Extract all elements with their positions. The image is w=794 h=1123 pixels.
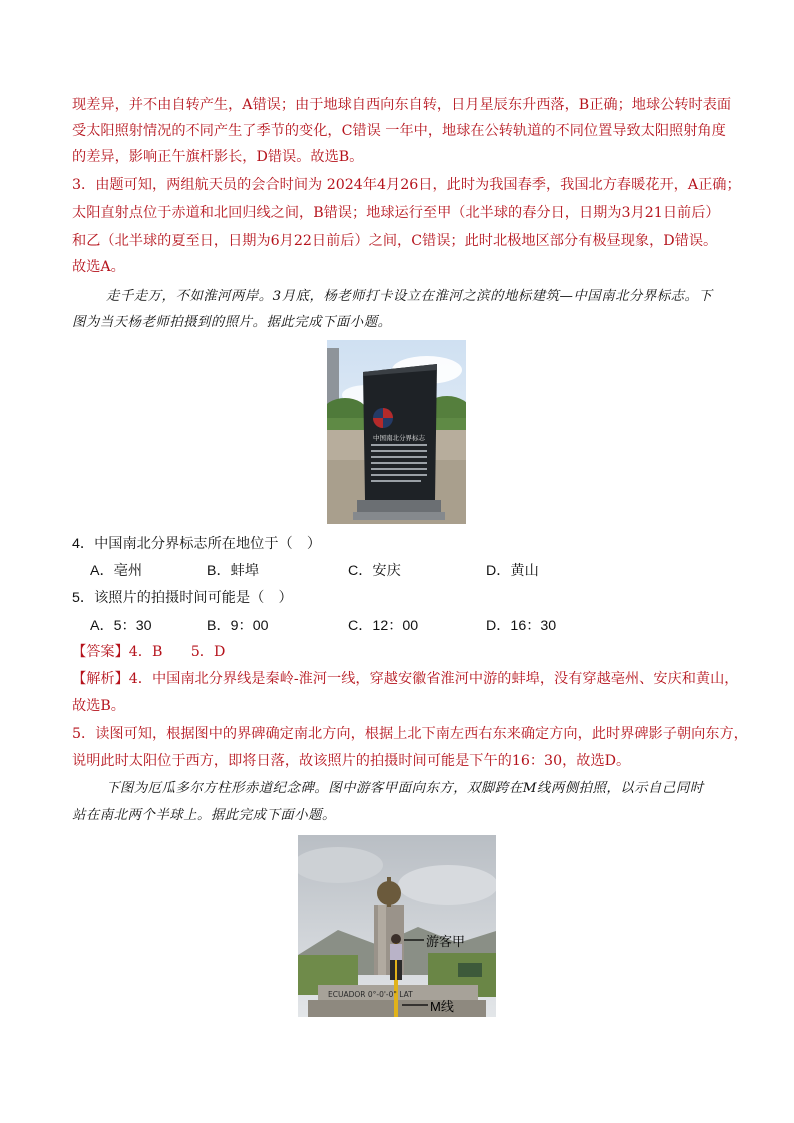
text-line: 太阳直射点位于赤道和北回归线之间，B错误；地球运行至甲（北半球的春分日，日期为3月21日前后） [72,205,720,221]
ecuador-sign: ECUADOR 0°-0'-0" LAT [328,990,413,999]
question-5: 5．该照片的拍摄时间可能是（ ） [72,590,293,606]
text-line: 现差异，并不由自转产生，A错误；由于地球自西向东自转，日月星辰东升西落，B正确；地球公转时表面 [72,97,732,113]
explanation-line: 【解析】4．中国南北分界线是秦岭-淮河一线，穿越安徽省淮河中游的蚌埠，没有穿越亳州、安庆和黄山， [72,671,739,687]
option-a: A．亳州 [90,563,143,579]
text-line: 3．由题可知，两组航天员的会合时间为 2024年4月26日，此时为我国春季，我国北方春暖花开，A正确； [72,177,741,193]
intro-text: 走千走万，不如淮河两岸。3月底，杨老师打卡设立在淮河之滨的地标建筑—中国南北分界标志。下 [106,289,713,304]
explanation-line: 故选B。 [72,698,125,714]
label-tourist: 游客甲 [426,934,466,949]
option-c: C．安庆 [348,563,401,579]
plaque-title: 中国南北分界标志 [373,434,425,442]
text-line: 故选A。 [72,259,125,275]
explanation-line: 说明此时太阳位于西方，即将日落，故该照片的拍摄时间可能是下午的16：30，故选D。 [72,753,631,769]
boundary-marker-photo [327,340,466,524]
option-a: A．5：30 [90,618,152,634]
option-b: B．蚌埠 [207,563,260,579]
intro-text: 下图为厄瓜多尔方柱形赤道纪念碑。图中游客甲面向东方，双脚跨在M线两侧拍照，以示自己同时 [106,781,704,796]
equator-monument-photo [298,835,496,1017]
text-line: 受太阳照射情况的不同产生了季节的变化，C错误 一年中，地球在公转轨道的不同位置导致太阳照射角度 [72,123,726,139]
option-d: D．黄山 [486,563,539,579]
text-line: 和乙（北半球的夏至日，日期为6月22日前后）之间，C错误；此时北极地区部分有极昼现象，D错误。 [72,233,718,249]
option-d: D．16：30 [486,618,557,634]
label-m-line: M线 [430,999,454,1014]
question-4: 4．中国南北分界标志所在地位于（ ） [72,536,322,552]
intro-text: 站在南北两个半球上。据此完成下面小题。 [72,808,336,823]
option-c: C．12：00 [348,618,419,634]
answer-line: 【答案】4．B 5．D [72,644,226,660]
explanation-line: 5．读图可知，根据图中的界碑确定南北方向，根据上北下南左西右东来确定方向，此时界碑影子朝向东方， [72,726,748,742]
intro-text: 图为当天杨老师拍摄到的照片。据此完成下面小题。 [72,315,392,330]
text-line: 的差异，影响正午旗杆影长，D错误。故选B。 [72,149,364,165]
option-b: B．9：00 [207,618,269,634]
